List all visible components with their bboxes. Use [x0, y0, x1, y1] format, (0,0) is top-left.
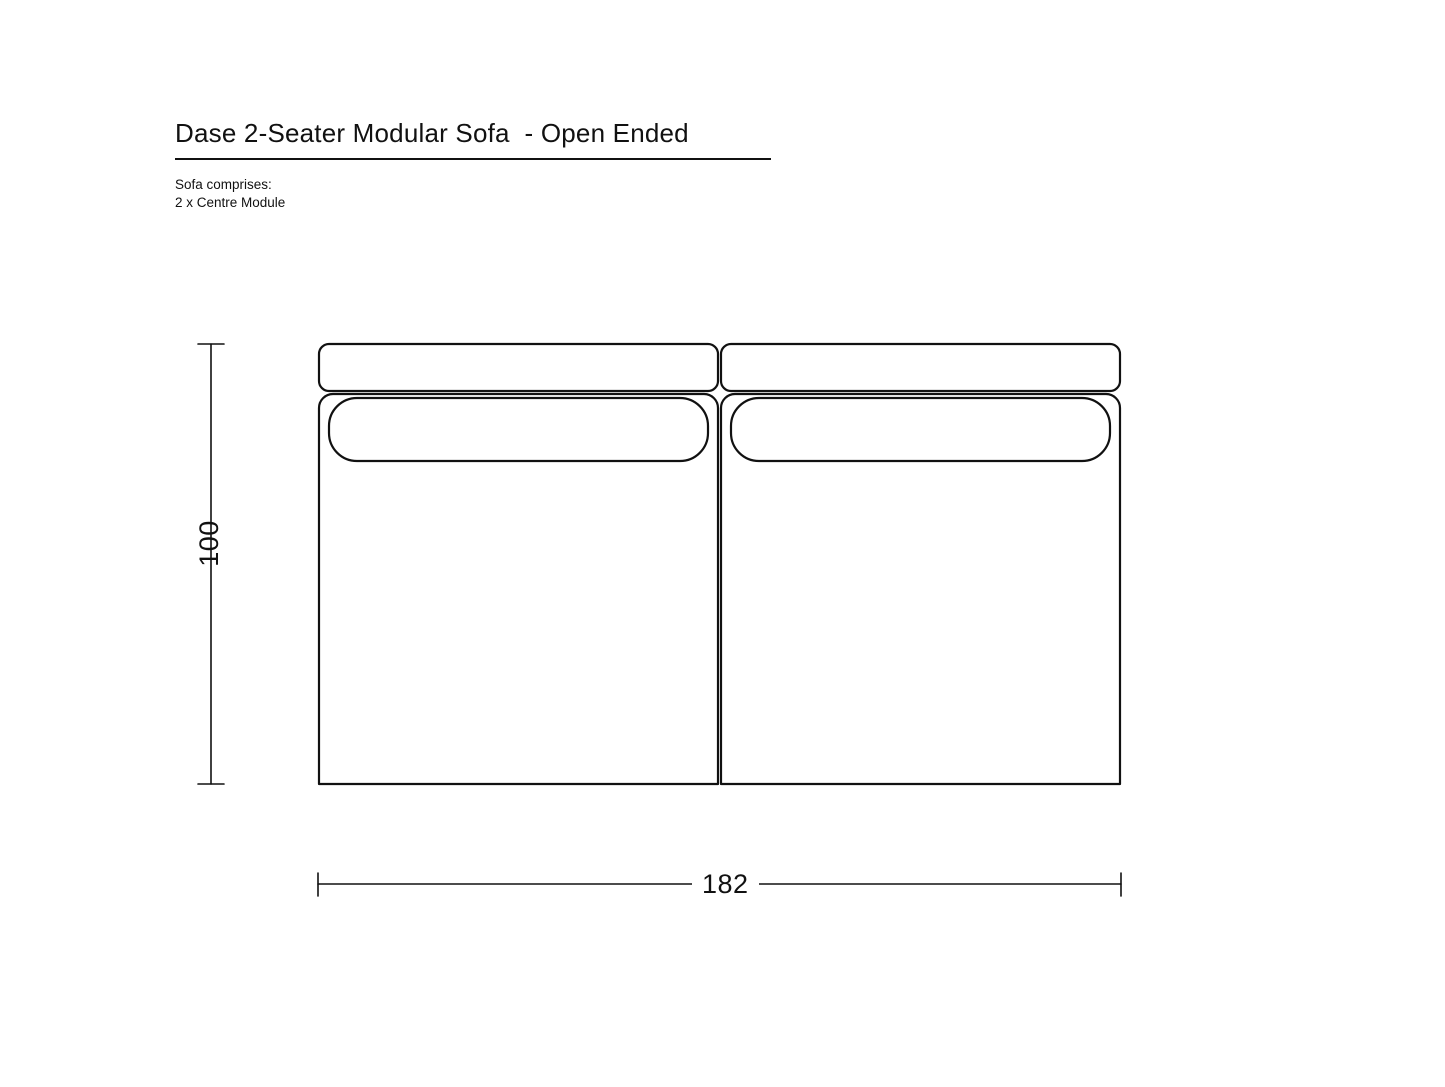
body-right: [721, 394, 1120, 784]
body-left: [319, 394, 718, 784]
backrest-right: [721, 344, 1120, 391]
height-dimension-label: 100: [193, 520, 224, 567]
width-dimension-label: 182: [692, 869, 759, 900]
comprises-label: Sofa comprises:: [175, 177, 272, 192]
seat-cushion-left: [329, 398, 708, 461]
comprises-items: 2 x Centre Module: [175, 195, 286, 210]
page-title: Dase 2-Seater Modular Sofa - Open Ended: [175, 118, 689, 148]
seat-cushion-right: [731, 398, 1110, 461]
backrest-left: [319, 344, 718, 391]
